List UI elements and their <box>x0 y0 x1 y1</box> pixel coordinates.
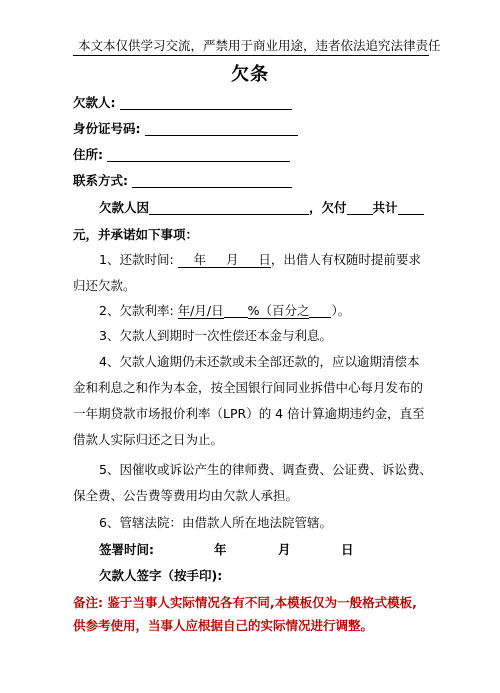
intro-part3: 共计 <box>372 200 398 215</box>
debtor-blank[interactable] <box>120 95 292 110</box>
item-2-label: 2、欠款利率: <box>99 303 174 318</box>
intro-line-2: 元，并承诺如下事项： <box>73 227 199 242</box>
debtor-field <box>73 93 292 111</box>
repay-year: 年 <box>193 252 207 267</box>
signing-month[interactable]: 月 <box>278 542 291 557</box>
signature-label[interactable]: 欠款人签字（按手印): <box>99 568 223 583</box>
id-number-label: 身份证号码: <box>73 121 141 136</box>
header-divider <box>73 55 429 56</box>
id-number-blank[interactable] <box>145 121 298 136</box>
rate-blank[interactable] <box>224 303 248 318</box>
item-1-label: 1、还款时间: <box>99 252 174 267</box>
owed-item-blank[interactable] <box>347 200 373 215</box>
item-6: 6、管辖法院：由借款人所在地法院管辖。 <box>99 515 332 530</box>
note-line-1: 备注: 鉴于当事人实际情况各有不同,本模板仅为一般格式模板, <box>73 595 417 610</box>
item-2-end: ）。 <box>331 303 351 318</box>
address-field <box>73 145 290 163</box>
signing-time-label: 签署时间: <box>99 542 154 557</box>
id-number-field <box>73 119 298 137</box>
contact-field <box>73 171 292 189</box>
item-5-line-2: 保全费、公告费等费用均由欠款人承担。 <box>73 488 299 503</box>
repay-day: 日 <box>258 252 271 267</box>
repayment-date[interactable] <box>178 252 271 268</box>
reason-blank[interactable] <box>149 200 309 215</box>
item-4-line-4: 借款人实际归还之日为止。 <box>73 432 224 447</box>
intro-part2: ，欠付 <box>309 200 347 215</box>
item-1-line-2: 归还欠款。 <box>73 278 136 293</box>
item-2-line <box>99 301 459 319</box>
debtor-label: 欠款人: <box>73 95 116 110</box>
item-4-line-1: 4、欠款人逾期仍未还款或未全部还款的，应以逾期清偿本 <box>99 354 420 369</box>
repay-month: 月 <box>225 252 239 267</box>
rate-percent: %（百分之 <box>247 303 310 318</box>
rate-words-blank[interactable] <box>309 303 331 318</box>
disclaimer-header: 本文本仅供学习交流，严禁用于商业用途，违者依法追究法律责任 <box>78 38 441 53</box>
item-1-text: ，出借人有权随时提前要求 <box>270 252 421 267</box>
item-4-line-2: 金和利息之和作为本金，按全国银行间同业拆借中心每月发布的 <box>73 380 424 395</box>
contact-blank[interactable] <box>132 173 292 188</box>
signing-day[interactable]: 日 <box>341 542 354 557</box>
intro-part1: 欠款人因 <box>99 200 150 215</box>
item-5-line-1: 5、因催收或诉讼产生的律师费、调查费、公证费、诉讼费、 <box>99 462 432 477</box>
item-3: 3、欠款人到期时一次性偿还本金与利息。 <box>99 328 332 343</box>
rate-unit[interactable]: 年/月/日 <box>177 303 224 318</box>
item-4-line-3: 一年期贷款市场报价利率（LPR）的 4 倍计算逾期违约金，直至 <box>73 406 425 421</box>
document-title: 欠条 <box>231 64 269 85</box>
intro-line-1 <box>99 198 459 216</box>
note-line-2: 供参考使用，当事人应根据自己的实际情况进行调整。 <box>73 618 374 633</box>
contact-label: 联系方式: <box>73 173 128 188</box>
item-1-line-1 <box>99 250 459 268</box>
address-blank[interactable] <box>107 147 290 162</box>
total-amount-blank[interactable] <box>398 200 424 215</box>
address-label: 住所: <box>73 147 103 162</box>
signing-year[interactable]: 年 <box>214 542 227 557</box>
